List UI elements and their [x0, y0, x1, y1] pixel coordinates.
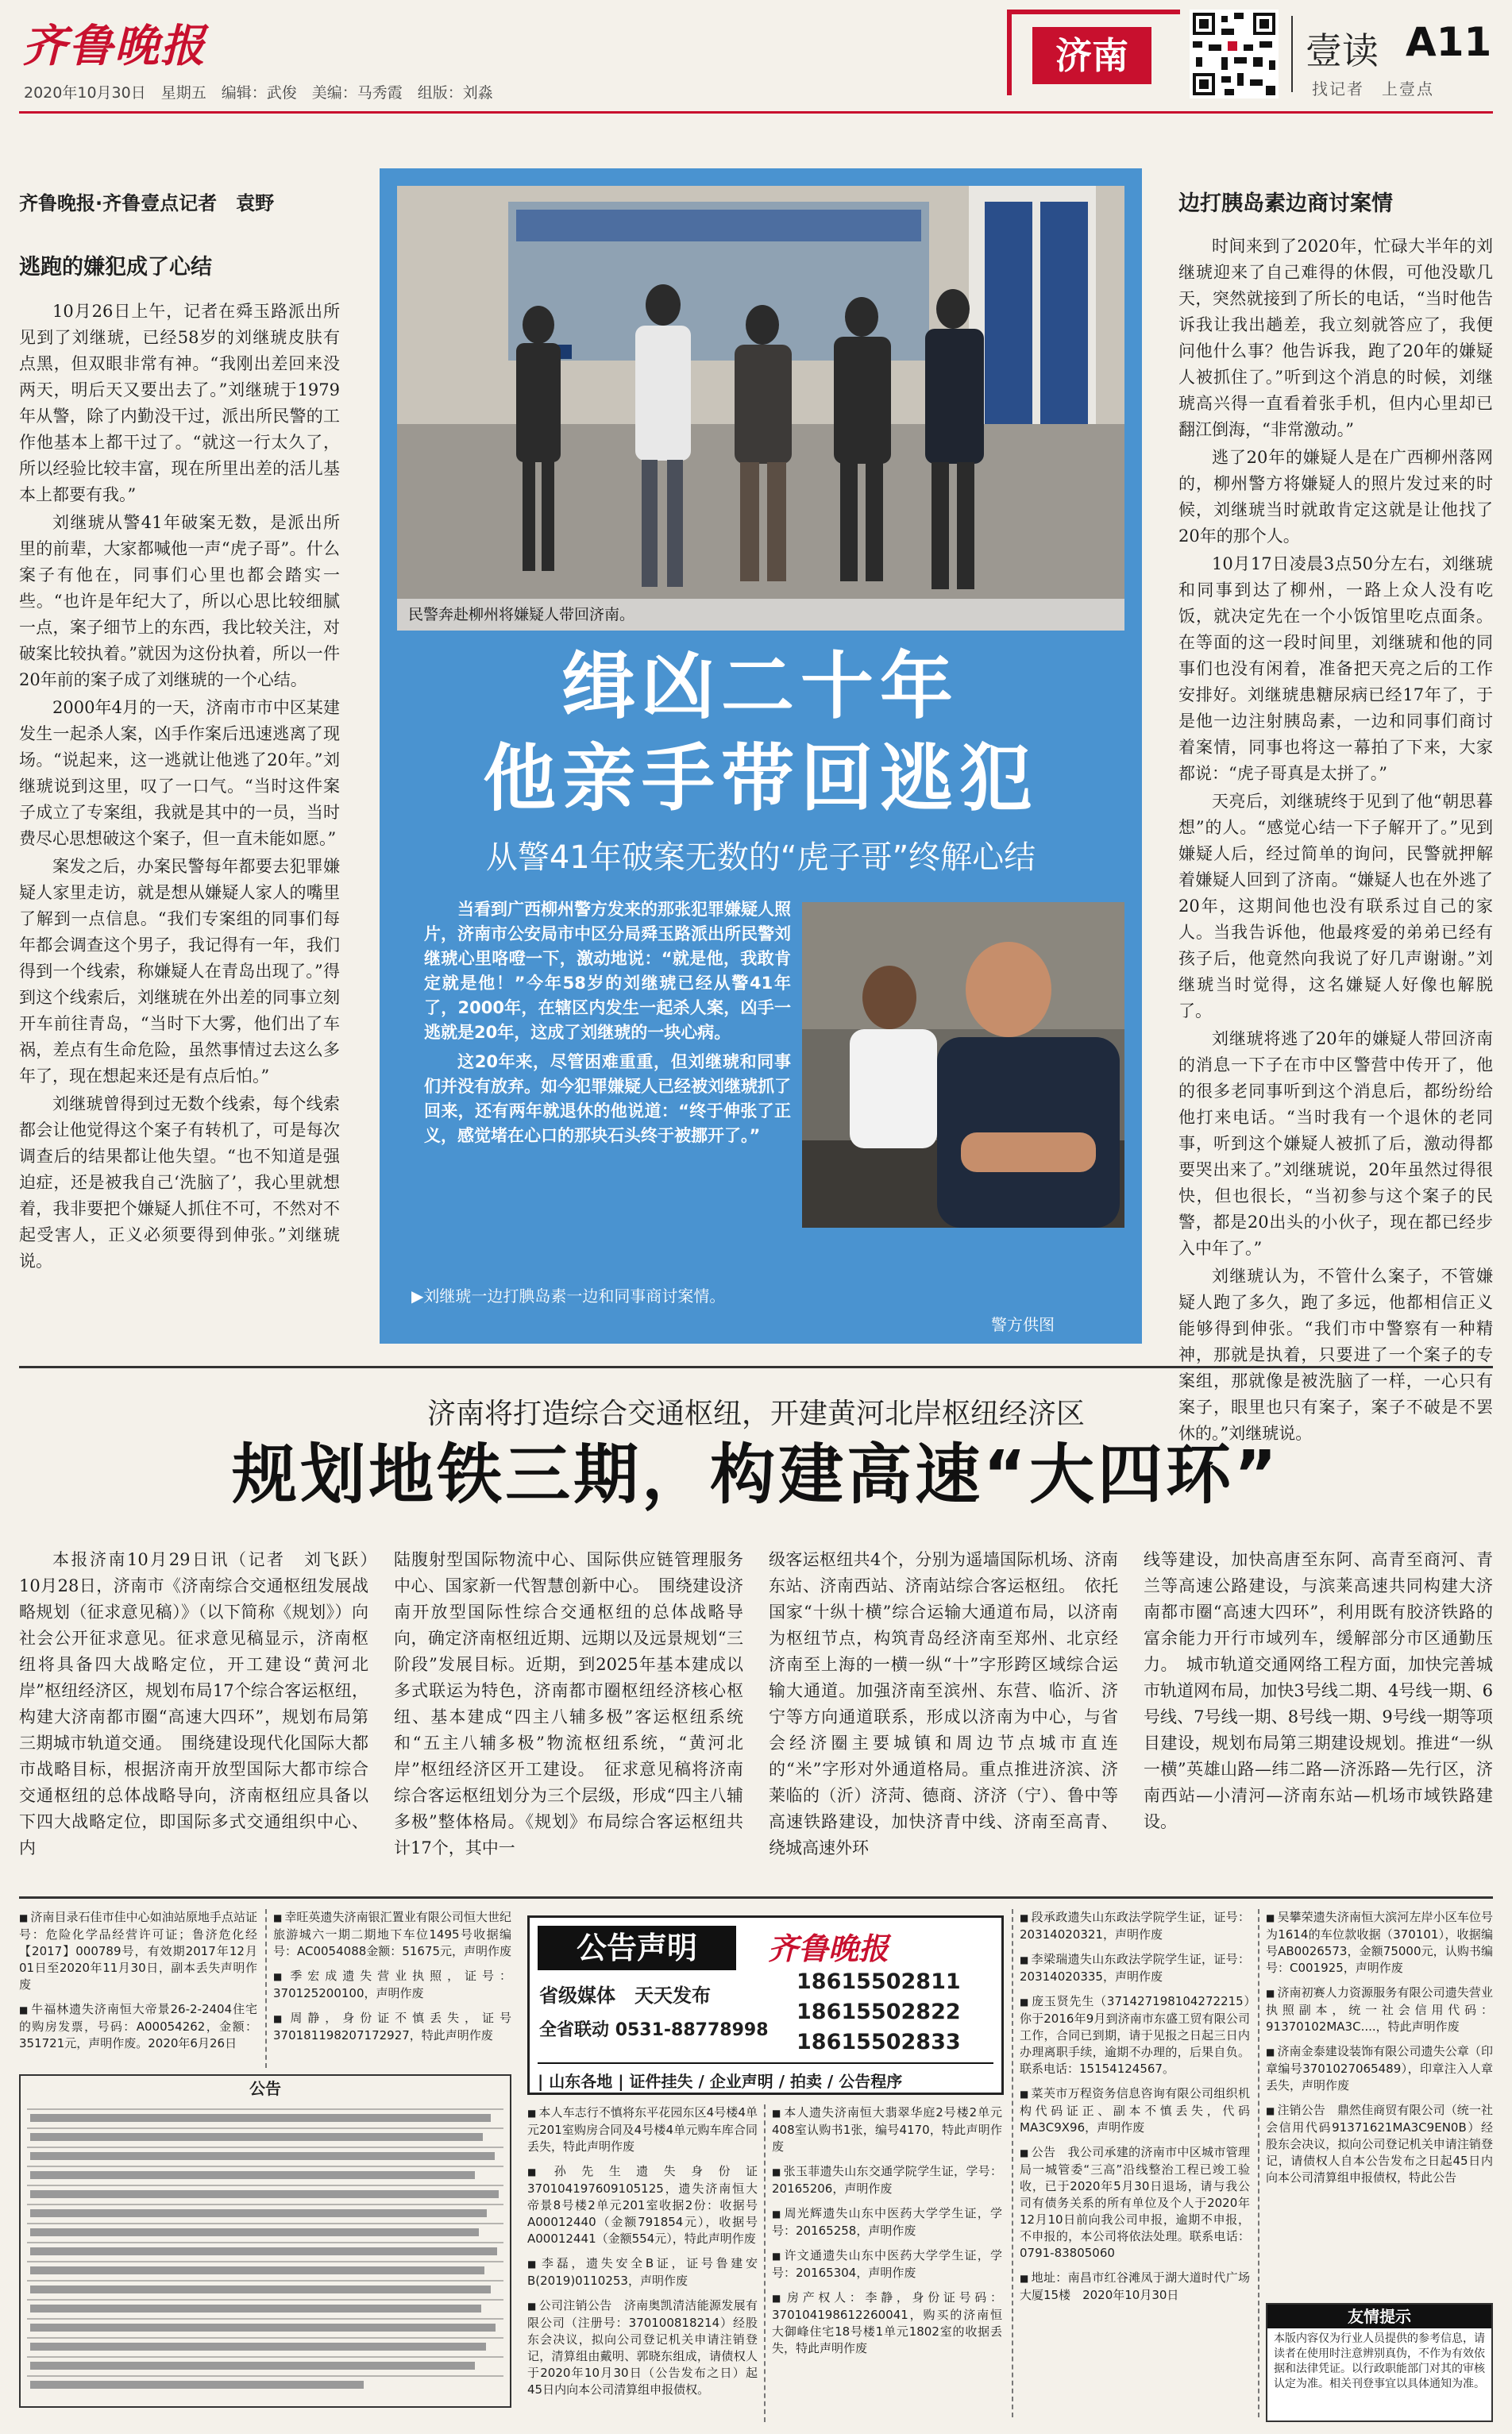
notices-column-6	[1266, 1909, 1493, 2194]
paragraph: 10月26日上午，记者在舜玉路派出所见到了刘继琥，已经58岁的刘继琥皮肤有点黑，但双眼非常有神。“我刚出差回来没两天，明后天又要出去了。”刘继琥于1979年从警，除了内勤没干过，派出所民警的工作他基本上都干过了。“就这一行太久了，所以经验比较丰富，现在所里出差的活儿基本上都要有我。”	[19, 302, 340, 504]
notice-separator	[265, 1909, 267, 2068]
story2-column-3	[769, 1547, 1118, 1888]
story2-column-4	[1144, 1547, 1493, 1888]
section-label	[1032, 27, 1151, 84]
notices-column-2	[273, 1909, 511, 2052]
notice-item: ■ 济南目录石佳市佳中心如油站原地手点站证号：危险化学品经营许可证；鲁济危化经【2017】000789号，有效期2017年12月01日至2020年11月30日，副本丢失声明作废	[19, 1909, 257, 1993]
ad-phone[interactable]: 18615502833	[796, 2030, 961, 2054]
notice-item: ■ 牛福林遗失济南恒大帝景26-2-2404住宅的购房发票，号码：A00054262，金额：351721元，声明作废。2020年6月26日	[19, 2001, 257, 2052]
announcement-rows	[21, 2101, 510, 2406]
notice-separator	[764, 2104, 766, 2422]
paragraph: 级客运枢纽共4个，分别为遥墙国际机场、济南东站、济南西站、济南站综合客运枢纽。 依托国家“十纵十横”综合运输大通道布局，以济南为枢纽节点，构筑青岛经济南至郑州、北京经济南至上海的一横一纵“十”字形跨区域综合运输大通道。加强济南至滨州、东营、临沂、济宁等方向通道联系，形成以济南为中心，与省会经济圈主要城镇和周边节点城市直连的“米”字形对外通道格局。重点推进济滨、济莱临的（沂）济菏、德商、济济（宁）、鲁中等高速铁路建设，加快济青中线、济南至高青、绕城高速外环	[769, 1550, 1118, 1857]
byline: 齐鲁晚报·齐鲁壹点记者 袁野	[19, 192, 275, 214]
notice-item: ■ 周光辉遗失山东中医药大学学生证，学号：20165258，声明作废	[772, 2205, 1002, 2239]
ad-logo: 齐鲁晚报	[768, 1931, 889, 1966]
notice-item: ■ 李磊，遗失安全B证，证号鲁建安B(2019)0110253，声明作废	[527, 2255, 758, 2289]
section-name: 济南	[1055, 34, 1128, 77]
photo-officer-insulin	[802, 902, 1124, 1228]
ad-tagline: 省级媒体 天天发布	[539, 1985, 711, 2007]
ad-phone[interactable]: 18615502811	[796, 1969, 961, 1994]
ad-hotline-row	[539, 2016, 769, 2041]
paragraph: 案发之后，办案民警每年都要去犯罪嫌疑人家里走访，就是想从嫌疑人家人的嘴里了解到一点信息。“我们专案组的同事们每年都会调查这个男子，我记得有一年，我们得到一个线索，称嫌疑人在青岛出现了。”得到这个线索后，刘继琥在外出差的同事立刻开车前往青岛，“当时下大雾，他们出了车祸，差点有生命危险，虽然事情过去这么多年了，现在想起来还是有点后怕。”	[19, 857, 340, 1086]
paragraph: 刘继琥将逃了20年的嫌疑人带回济南的消息一下子在市中区警营中传开了，他的很多老同事听到这个消息后，都纷纷给他打来电话。“当时我有一个退休的老同事，听到这个嫌疑人被抓了后，激动得都要哭出来了。”刘继琥说，20年虽然过得很快，但也很长，“当初参与这个案子的民警，都是20出头的小伙子，现在都已经步入中年了。”	[1178, 1029, 1493, 1258]
ad-services: | 山东各地 | 证件挂失 / 企业声明 / 拍卖 / 公告程序	[538, 2062, 993, 2092]
notice-item: ■ 周静，身份证不慎丢失，证号370181198207172927，特此声明作废	[273, 2010, 511, 2044]
notices-column-4	[772, 2104, 1002, 2365]
story2-column-1	[19, 1547, 385, 1888]
photo1-caption	[397, 599, 1124, 631]
photo-police-escort	[397, 186, 1124, 631]
headline-line-1: 缉凶二十年	[561, 644, 959, 729]
notice-item: ■ 幸旺英遗失济南银汇置业有限公司恒大世纪旅游城六一期二期地下车位1495号收据编号：AC0054088金额：51675元，声明作废	[273, 1909, 511, 1960]
notices-column-5	[1020, 1909, 1250, 2417]
photo2-credit: 警方供图	[991, 1315, 1055, 1334]
feature-panel	[380, 168, 1142, 1344]
caption-text: 民警奔赴柳州将嫌疑人带回济南。	[408, 606, 635, 623]
subheading-fugitive: 逃跑的嫌犯成了心结	[19, 255, 212, 280]
notice-item: ■ 庞玉贤先生（371427198104272215）你于2016年9月到济南市东盛工贸有限公司工作，合同已到期，请于见报之日起三日内办理离职手续，逾期不办理的，后果自负。联系电话：15154124567。	[1020, 1993, 1250, 2077]
announcement-title: 公告	[249, 2079, 281, 2098]
friendly-tip-box	[1266, 2303, 1493, 2422]
qr-code-icon[interactable]	[1190, 10, 1279, 98]
date-line: 2020年10月30日 星期五 编辑：武俊 美编：马秀霞 组版：刘淼	[24, 84, 493, 102]
notice-item: ■ 段承政遗失山东政法学院学生证，证号：20314020321，声明作废	[1020, 1909, 1250, 1943]
contact-slogan: 找记者 上壹点	[1312, 79, 1434, 98]
paragraph: 10月17日凌晨3点50分左右，刘继琥和同事到达了柳州，一路上众人没有吃饭，就决定先在一个小饭馆里吃点面条。在等面的这一段时间里，刘继琥和他的同事们也没有闲着，准备把天亮之后的工作安排好。刘继琥患糖尿病已经17年了，于是他一边注射胰岛素，一边和同事们商讨着案情，同事也将这一幕拍了下来，大家都说：“虎子哥真是太拼了。”	[1178, 554, 1493, 783]
ad-phone[interactable]: 18615502822	[796, 2000, 961, 2024]
notice-item: ■ 本人遗失济南恒大翡翠华庭2号楼2单元408室认购书1张，编号4170，特此声明作废	[772, 2104, 1002, 2155]
paragraph: 逃了20年的嫌疑人是在广西柳州落网的，柳州警方将嫌疑人的照片发过来的时候，刘继琥当时就敢肯定这就是让他找了20年的那个人。	[1178, 448, 1493, 546]
page-number: A11	[1406, 19, 1492, 65]
newspaper-logo: 齐鲁晚报	[22, 20, 206, 72]
masthead-divider	[1291, 16, 1293, 92]
notice-item: ■ 地址：南昌市红谷滩凤于湖大道时代广场大厦15楼 2020年10月30日	[1020, 2270, 1250, 2304]
notices-column-1	[19, 1909, 257, 2060]
lead-paragraph: 当看到广西柳州警方发来的那张犯罪嫌疑人照片，济南市公安局市中区分局舜玉路派出所民警刘继琥心里咯噔一下，激动地说：“就是他，我敢肯定就是他！”今年58岁的刘继琥已经从警41年了，2000年，在辖区内发生一起杀人案，凶手一逃就是20年，这成了刘继琥的一块心病。	[424, 900, 791, 1042]
edition-label: 壹读	[1306, 29, 1379, 72]
notices-column-3	[527, 2104, 758, 2406]
paragraph: 时间来到了2020年，忙碌大半年的刘继琥迎来了自己难得的休假，可他没歇几天，突然就接到了所长的电话，“当时他告诉我让我出趟差，我立刻就答应了，我便问他什么事？他告诉我，跑了20年的嫌疑人被抓住了。”听到这个消息的时候，刘继琥高兴得一直看着张手机，但内心里却已翻江倒海，“非常激动。”	[1178, 237, 1493, 439]
story2-headline: 规划地铁三期，构建高速“大四环”	[232, 1437, 1280, 1513]
notice-item: ■ 公司注销公告 济南奥凯清洁能源发展有限公司（注册号：370100818214）经股东会决议，拟向公司登记机关申请注销登记，清算组由戴明、郭晓东组成，请债权人于2020年10月30日（公告发布之日）起45日内向本公司清算组申报债权。	[527, 2297, 758, 2398]
ad-phone-list	[796, 1967, 961, 2058]
notice-item: ■ 房产权人：李静，身份证号码：370104198612260041，购买的济南恒大御峰住宅18号楼1单元1802室的收据丢失，特此声明作废	[772, 2289, 1002, 2357]
announcement-table	[19, 2074, 511, 2408]
deck: 从警41年破案无数的“虎子哥”终解心结	[485, 839, 1036, 876]
ad-banner[interactable]	[527, 1915, 1004, 2095]
notice-separator	[1258, 1909, 1259, 2417]
paragraph: 刘继琥认为，不管什么案子，不管嫌疑人跑了多久，跑了多远，他都相信正义能够得到伸张。“我们市中警察有一种精神，那就是执着，只要进了一个案子的专案组，那就像是被洗脑了一样，一心只有案子，眼里也只有案子，案子不破是不罢休的。”刘继琥说。	[1178, 1267, 1493, 1443]
story1-right-column	[1178, 233, 1493, 1443]
masthead	[0, 0, 1512, 119]
tip-title: 友情提示	[1267, 2305, 1491, 2328]
paragraph: 本报济南10月29日讯（记者 刘飞跃） 10月28日，济南市《济南综合交通枢纽发展战略规划（征求意见稿）》（以下简称《规划》）向社会公开征求意见。征求意见稿显示，济南枢纽将具备四大战略定位，开工建设“黄河北岸”枢纽经济区，规划布局17个综合客运枢纽，构建大济南都市圈“高速大四环”，规划布局第三期城市轨道交通。 围绕建设现代化国际大都市战略目标，根据济南开放型国际大都市综合交通枢纽的总体战略导向，济南枢纽应具备以下四大战略定位，即国际多式交通组织中心、内	[19, 1550, 385, 1857]
tip-text: 本版内容仅为行业人员提供的参考信息，请读者在使用时注意辨别真伪，不作为有效依据和法律凭证。以行政职能部门对其的审核认定为准。相关刊登事宜以具体通知为准。	[1274, 2332, 1485, 2390]
photo2-caption: ▶刘继琥一边打腆岛素一边和同事商讨案情。	[411, 1286, 726, 1306]
paragraph: 线等建设，加快高唐至东阿、高青至商河、青兰等高速公路建设，与滨莱高速共同构建大济南都市圈“高速大四环”，利用既有胶济铁路的富余能力开行市域列车，缓解部分市区通勤压力。 城市轨道交通网络工程方面，加快完善城市轨道网布局，加快3号线二期、4号线一期、6号线、7号线一期、8号线一期、9号线一期等项目建设，规划布局第三期建设规划。推进“一纵一横”英雄山路—纬二路—济泺路—先行区，济南西站—小清河—济南东站—机场市域铁路建设。	[1144, 1550, 1493, 1831]
ad-hotline[interactable]: 0531-88778998	[615, 2020, 769, 2040]
notice-item: ■ 济南初赛人力资源服务有限公司遗失营业执照副本，统一社会信用代码：91370102MA3C....，特此声明作废	[1266, 1985, 1493, 2035]
notice-separator	[1012, 1909, 1013, 2417]
subheading-insulin: 边打胰岛素边商讨案情	[1178, 191, 1393, 216]
ad-title	[538, 1926, 736, 1970]
notice-item: ■ 张玉菲遗失山东交通学院学生证，学号：20165206，声明作废	[772, 2163, 1002, 2197]
notice-item: ■ 注销公告 鼎然佳商贸有限公司（统一社会信用代码91371621MA3C9EN0B）经股东会决议，拟向公司登记机关申请注销登记，请债权人自本公告发布之日起45日内向本公司清算组申报债权，特此公告	[1266, 2102, 1493, 2186]
masthead-rule	[19, 111, 1493, 114]
notice-item: ■ 季宏成遗失营业执照，证号：370125200100，声明作废	[273, 1968, 511, 2002]
notice-item: ■ 本人车志行不慎将东平花园东区4号楼4单元201室购房合同及4号楼4单元购车库合同丢失，特此声明作废	[527, 2104, 758, 2155]
notice-item: ■ 菜芙市万程资务信息咨询有限公司组织机构代码证正、副本不慎丢失，代码MA3C9X96，声明作废	[1020, 2085, 1250, 2136]
notices-divider	[19, 1896, 1493, 1899]
paragraph: 刘继琥曾得到过无数个线索，每个线索都会让他觉得这个案子有转机了，可是每次调查后的结果都让他失望。“也不知道是强迫症，还是被我自己‘洗脑了’，我心里就想着，我非要把个嫌疑人抓住不可，不然对不起受害人，正义必须要得到伸张。”刘继琥说。	[19, 1094, 340, 1271]
story1-left-column	[19, 299, 340, 1342]
headline-line-2: 他亲手带回逃犯	[482, 736, 1039, 821]
notice-item: ■ 许文通遗失山东中医药大学学生证，学号：20165304，声明作废	[772, 2247, 1002, 2282]
notice-item: ■ 吴攀荣遗失济南恒大滨河左岸小区车位号为1614的车位款收据（370101），收据编号AB0026573，金额75000元，认购书编号：C001925，声明作废	[1266, 1909, 1493, 1977]
ad-hotline-label: 全省联动	[539, 2020, 610, 2040]
story2-kicker: 济南将打造综合交通枢纽，开建黄河北岸枢纽经济区	[426, 1398, 1085, 1430]
lead-text	[424, 897, 791, 1148]
paragraph: 陆腹射型国际物流中心、国际供应链管理服务中心、国家新一代智慧创新中心。 围绕建设济南开放型国际性综合交通枢纽的总体战略导向，确定济南枢纽近期、远期以及远景规划“三阶段”发展目标。近期，到2025年基本建成以多式联运为特色，济南都市圈枢纽经济核心枢纽、基本建成“四主八辅多极”客运枢纽系统和“五主八辅多极”物流枢纽系统，“黄河北岸”枢纽经济区开工建设。 征求意见稿将济南综合客运枢纽划分为三个层级，形成“四主八辅多极”整体格局。《规划》布局综合客运枢纽共计17个，其中一	[394, 1550, 743, 1857]
notice-item: ■ 济南金泰建设装饰有限公司遗失公章（印章编号3701027065489），印章注入人章丢失，声明作废	[1266, 2043, 1493, 2094]
paragraph: 2000年4月的一天，济南市市中区某建发生一起杀人案，凶手作案后迅速逃离了现场。“说起来，这一逃就让他逃了20年。”刘继琥说到这里，叹了一口气。“当时这件案子成立了专案组，我就是其中的一员，当时费尽心思想破这个案子，但一直未能如愿。”	[19, 698, 340, 848]
paragraph: 天亮后，刘继琥终于见到了他“朝思暮想”的人。“感觉心结一下子解开了。”见到嫌疑人后，经过简单的询问，民警就押解着嫌疑人回到了济南。“嫌疑人也在外逃了20年，这期间他也没有联系过自己的家人。当我告诉他，他最疼爱的弟弟已经有孩子后，他竟然向我说了好几声谢谢。”刘继琥当时觉得，这名嫌疑人好像也解脱了。	[1178, 792, 1493, 1020]
story-divider	[19, 1366, 1493, 1368]
notice-item: ■ 公告 我公司承建的济南市中区城市管理局一城管委“三高”沿线整治工程已竣工验收，已于2020年5月30日退场，请与我公司有债务关系的所有单位及个人于2020年12月10日前向我公司申报，逾期不申报，不申报的，本公司将依法处理。联系电话：0791-83805060	[1020, 2144, 1250, 2262]
ad-title-text: 公告声明	[576, 1931, 697, 1965]
notice-item: ■ 李梁瑞遗失山东政法学院学生证，证号：20314020335，声明作废	[1020, 1951, 1250, 1985]
paragraph: 刘继琥从警41年破案无数，是派出所里的前辈，大家都喊他一声“虎子哥”。什么案子有他在，同事们心里也都会踏实一些。“也许是年纪大了，所以心思比较细腻一点，案子细节上的东西，我比较关注，对破案比较执着。”就因为这份执着，所以一件20年前的案子成了刘继琥的一个心结。	[19, 513, 340, 689]
notice-item: ■ 孙先生遗失身份证370104197609105125，遗失济南恒大帝景8号楼2单元201室收据2份：收据号A00012440（金额791854元），收据号A00012441（金额554元），特此声明作废	[527, 2163, 758, 2247]
story2-column-2	[394, 1547, 743, 1888]
lead-paragraph: 这20年来，尽管困难重重，但刘继琥和同事们并没有放弃。如今犯罪嫌疑人已经被刘继琥抓了回来，还有两年就退休的他说道：“终于伸张了正义，感觉堵在心口的那块石头终于被挪开了。”	[424, 1052, 791, 1145]
